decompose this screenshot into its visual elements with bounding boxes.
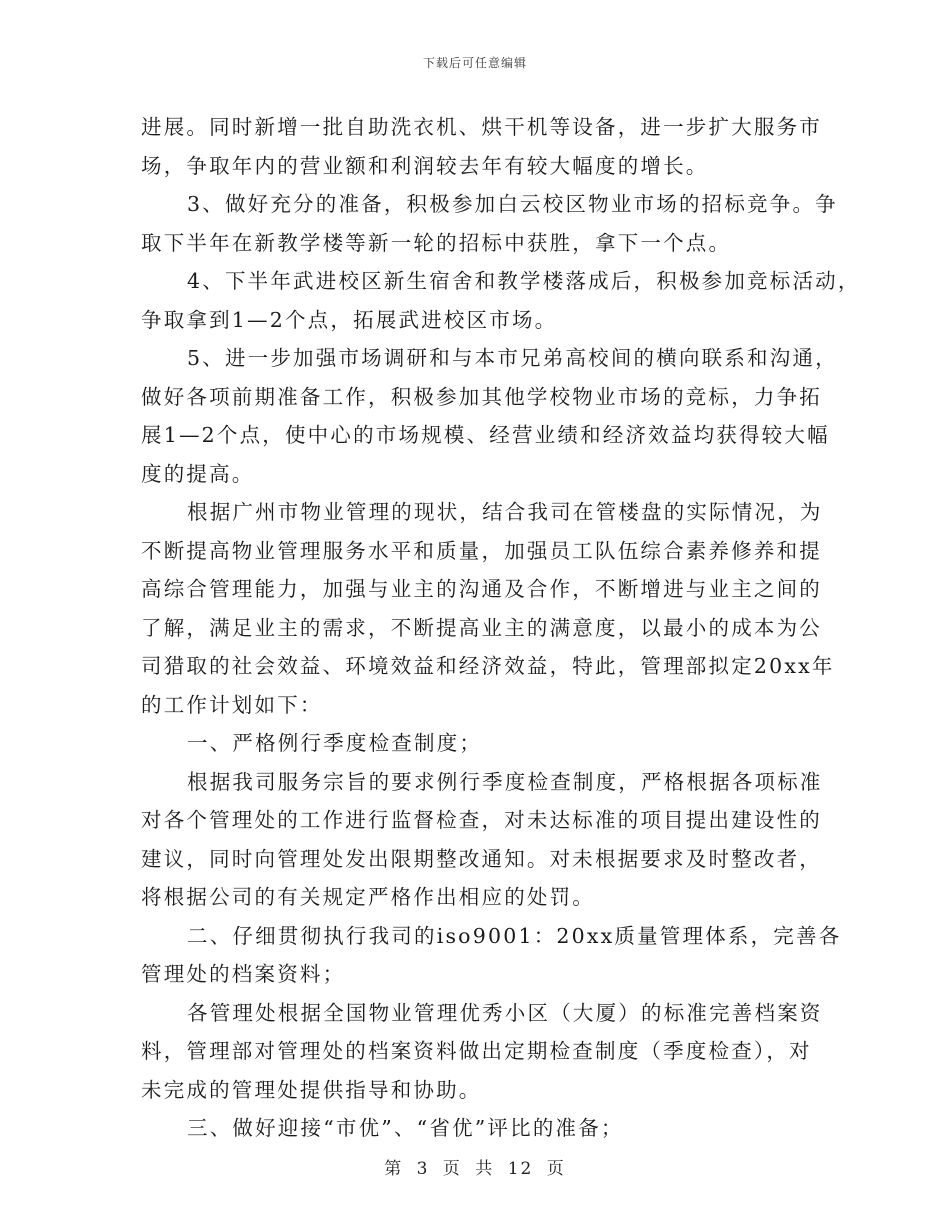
text-line: 三、做好迎接“市优”、“省优”评比的准备； [187,1116,624,1140]
text-line: 料，管理部对管理处的档案资料做出定期检查制度（季度检查），对 [141,1039,812,1063]
text-line: 一、严格例行季度检查制度； [187,731,483,755]
text-line: 展1—2个点，使中心的市场规模、经营业绩和经济效益均获得较大幅 [141,423,830,447]
text-line: 4、下半年武进校区新生宿舍和教学楼落成后，积极参加竞标活动， [187,269,861,293]
text-line: 各管理处根据全国物业管理优秀小区（大厦）的标准完善档案资 [187,1000,823,1025]
text-line: 不断提高物业管理服务水平和质量，加强员工队伍综合素养修养和提 [141,538,822,563]
text-line: 高综合管理能力，加强与业主的沟通及合作，不断增进与业主之间的 [141,577,822,601]
text-line: 度的提高。 [141,461,255,486]
text-line: 取下半年在新教学楼等新一轮的招标中获胜，拿下一个点。 [141,230,732,255]
text-line: 司猎取的社会效益、环境效益和经济效益，特此，管理部拟定20xx年 [141,654,835,678]
text-line: 3、做好充分的准备，积极参加白云校区物业市场的招标竞争。争 [187,192,838,216]
page-header-note: 下载后可任意编辑 [422,56,527,70]
text-line: 未完成的管理处提供指导和协助。 [141,1077,482,1102]
text-line: 进展。同时新增一批自助洗衣机、烘干机等设备，进一步扩大服务市 [141,115,822,139]
text-line: 对各个管理处的工作进行监督检查，对未达标准的项目提出建设性的 [141,808,822,832]
text-line: 的工作计划如下： [141,692,323,717]
text-line: 5、进一步加强市场调研和与本市兄弟高校间的横向联系和沟通， [187,346,838,370]
text-line: 了解，满足业主的需求，不断提高业主的满意度，以最小的成本为公 [141,615,822,640]
text-line: 场，争取年内的营业额和利润较去年有较大幅度的增长。 [141,153,709,178]
text-line: 根据广州市物业管理的现状，结合我司在管楼盘的实际情况，为 [187,500,823,524]
text-line: 二、仔细贯彻执行我司的iso9001：20xx质量管理体系，完善各 [187,923,842,948]
text-line: 建议，同时向管理处发出限期整改通知。对未根据要求及时整改者， [141,846,822,871]
text-line: 将根据公司的有关规定严格作出相应的处罚。 [141,885,595,909]
text-line: 争取拿到1—2个点，拓展武进校区市场。 [141,307,558,332]
document-body [141,108,861,1148]
text-line: 根据我司服务宗旨的要求例行季度检查制度，严格根据各项标准 [187,769,823,794]
text-line: 做好各项前期准备工作，积极参加其他学校物业市场的竞标，力争拓 [141,384,822,409]
page-number-footer: 第 3 页 共 12 页 [384,1159,566,1179]
text-line: 管理处的档案资料； [141,962,346,986]
